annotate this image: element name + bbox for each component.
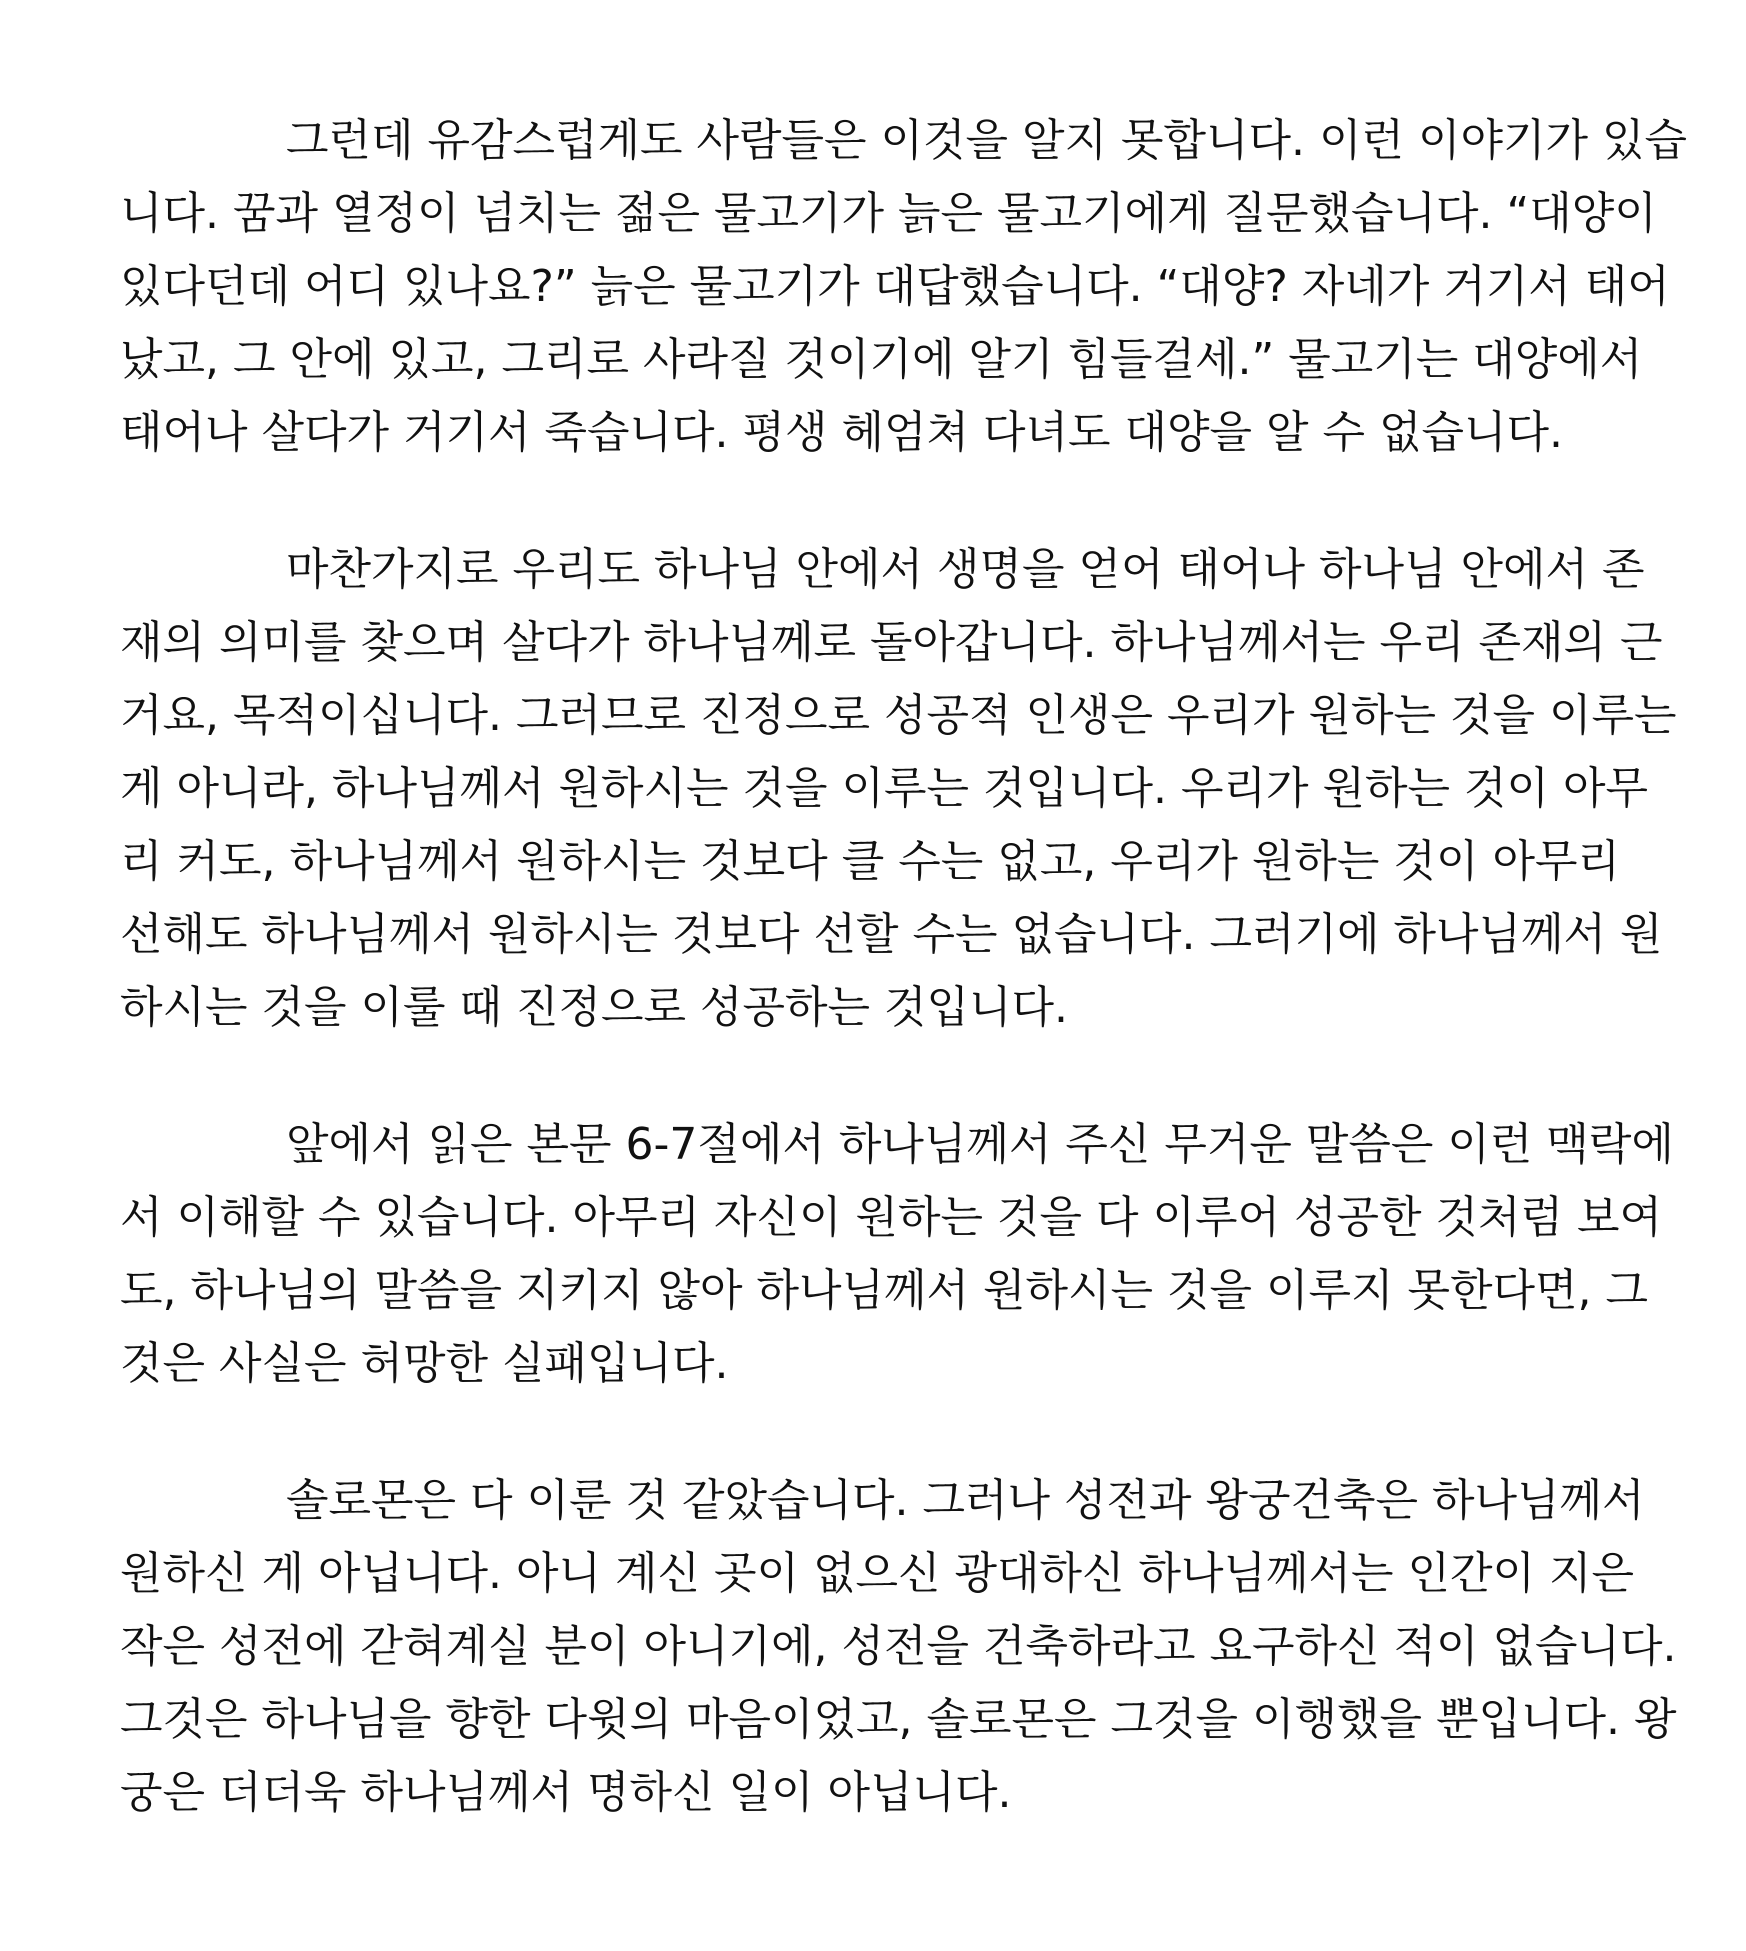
text-line: 니다. 꿈과 열정이 넘치는 젊은 물고기가 늙은 물고기에게 질문했습니다. “대양이 [120,188,1657,239]
paragraph-1 [120,104,1687,469]
text-line: 그것은 하나님을 향한 다윗의 마음이었고, 솔로몬은 그것을 이행했을 뿐입니다. 왕 [120,1694,1677,1745]
text-line: 게 아니라, 하나님께서 원하시는 것을 이루는 것입니다. 우리가 원하는 것이 아무 [120,763,1648,814]
text-line: 재의 의미를 찾으며 살다가 하나님께로 돌아갑니다. 하나님께서는 우리 존재의 근 [120,617,1663,668]
paragraph-3 [120,1108,1674,1400]
text-line: 리 커도, 하나님께서 원하시는 것보다 클 수는 없고, 우리가 원하는 것이 아무리 [120,836,1620,887]
text-line: 그런데 유감스럽게도 사람들은 이것을 알지 못합니다. 이런 이야기가 있습 [286,115,1687,166]
text-line: 선해도 하나님께서 원하시는 것보다 선할 수는 없습니다. 그러기에 하나님께서 원 [120,909,1663,960]
document-page [120,104,1687,1893]
text-line: 태어나 살다가 거기서 죽습니다. 평생 헤엄쳐 다녀도 대양을 알 수 없습니다. [120,407,1563,458]
text-line: 작은 성전에 갇혀계실 분이 아니기에, 성전을 건축하라고 요구하신 적이 없습니다. [120,1621,1677,1672]
text-line: 앞에서 읽은 본문 6-7절에서 하나님께서 주신 무거운 말씀은 이런 맥락에 [286,1119,1674,1170]
text-line: 났고, 그 안에 있고, 그리로 사라질 것이기에 알기 힘들걸세.” 물고기는 대양에서 [120,334,1643,385]
paragraph-4 [120,1464,1677,1829]
text-line: 솔로몬은 다 이룬 것 같았습니다. 그러나 성전과 왕궁건축은 하나님께서 [286,1475,1645,1526]
text-line: 도, 하나님의 말씀을 지키지 않아 하나님께서 원하시는 것을 이루지 못한다면, 그 [120,1265,1648,1316]
text-line: 거요, 목적이십니다. 그러므로 진정으로 성공적 인생은 우리가 원하는 것을 이루는 [120,690,1677,741]
text-line: 있다던데 어디 있나요?” 늙은 물고기가 대답했습니다. “대양? 자네가 거기서 태어 [120,261,1670,312]
paragraph-2 [120,533,1677,1044]
text-line: 원하신 게 아닙니다. 아니 계신 곳이 없으신 광대하신 하나님께서는 인간이 지은 [120,1548,1634,1599]
text-line: 궁은 더더욱 하나님께서 명하신 일이 아닙니다. [120,1767,1012,1818]
text-line: 마찬가지로 우리도 하나님 안에서 생명을 얻어 태어나 하나님 안에서 존 [286,544,1645,595]
text-line: 서 이해할 수 있습니다. 아무리 자신이 원하는 것을 다 이루어 성공한 것처럼 보여 [120,1192,1662,1243]
text-line: 것은 사실은 허망한 실패입니다. [120,1338,729,1389]
text-line: 하시는 것을 이룰 때 진정으로 성공하는 것입니다. [120,982,1068,1033]
